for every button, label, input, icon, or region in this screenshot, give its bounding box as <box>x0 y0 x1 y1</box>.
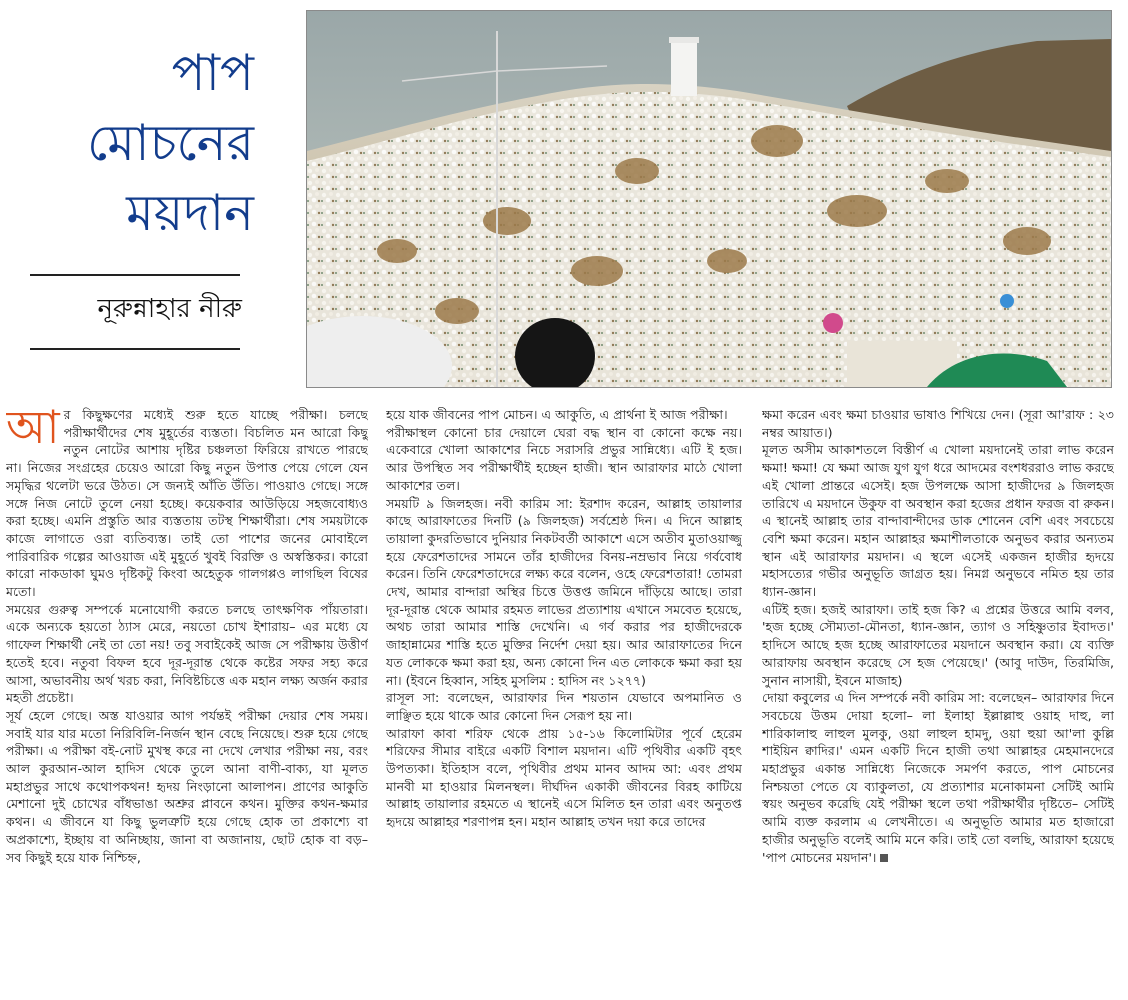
article-photo <box>306 10 1112 388</box>
paragraph-4: হয়ে যাক জীবনের পাপ মোচন। এ আকুতি, এ প্রার্থনা ই আজ পরীক্ষা। <box>386 407 728 422</box>
paragraph-1-text: র কিছুক্ষণের মধ্যেই শুরু হতে যাচ্ছে পরীক্ষা। চলছে পরীক্ষার্থীদের শেষ মুহূর্তের ব্যস্ততা। বিচলিত মন আরো কিছু নতুন নোটের আশায় দৃষ্টির চঞ্চলতা ফিরিয়ে রাখতে পারছে না। নিজের সংগ্রহের চেয়েও আরো কিছু নতুন উপাত্ত পেয়ে গেলে যেন সমৃদ্ধির থলেটা ভরে উঠত। সে জন্যই আঁতি উঁতি। পাওয়াও গেছে। সঙ্গে সঙ্গে নিজ নোটে তুলে নেয়া হচ্ছে। কয়েকবার আউড়িয়ে সহজবোধ্যও করা হচ্ছে। এমনি প্রস্তুতি আর ব্যস্ততায় তটস্থ শিক্ষার্থীরা। শেষ সময়টাকে কাজে লাগাতে ওরা ব্যতিব্যস্ত। তাই তো পাশের জনের মোবাইলে পারিবারিক গল্পের আওয়াজ এই মুহূর্তে খুবই বিরক্তি ও অস্বস্তিকর। কারো কারো নাকডাকা ঘুমও দৃষ্টিকটু কিংবা অহেতুক গালগপ্পও লাগছিল বিষের মতো। <box>6 407 368 600</box>
article-column-2 <box>386 406 742 996</box>
title-divider-top <box>30 274 240 276</box>
title-divider-bottom <box>30 348 240 350</box>
paragraph-8: আরাফা কাবা শরিফ থেকে প্রায় ১৫-১৬ কিলোমিটার পূর্বে হেরেম শরিফের সীমার বাইরে একটি বিশাল ময়দান। এটি পৃথিবীর একটি বৃহৎ উপত্যকা। ইতিহাস বলে, পৃথিবীর প্রথম মানব আদম আ: এবং প্রথম মানবী মা হাওয়ার মিলনস্থল। দীর্ঘদিন একাকী জীবনের বিরহ কাটিয়ে আল্লাহ তায়ালার রহমতে এ স্থানেই এসে মিলিত হন তারা এবং অনুতপ্ত হৃদয়ে আল্লাহর শরণাপন্ন হন। মহান আল্লাহ তখন দয়া করে তাদের <box>386 725 742 830</box>
author-byline: নূরুন্নাহার নীরু <box>97 294 242 324</box>
paragraph-5: পরীক্ষাস্থল কোনো চার দেয়ালে ঘেরা বদ্ধ স্থান বা কোনো কক্ষে নয়। একেবারে খোলা আকাশের নিচে সরাসরি প্রভুর সান্নিধ্যে। এটি ই হজ। আর উপস্থিত সব পরীক্ষার্থীই হচ্ছেন হাজী। স্থান আরাফার মাঠে খোলা আকাশের তল। <box>386 424 742 493</box>
paragraph-2: সময়ের গুরুত্ব সম্পর্কে মনোযোগী করতে চলছে তাৎক্ষণিক পাঁয়তারা। একে অন্যকে হয়তো ঠ্যাস মেরে, নয়তো চোখ ইশারায়– এর মধ্যে যে গাফেল শিক্ষার্থী নেই তা তো নয়! তবু সবাইকেই আজ সে পরীক্ষায় উত্তীর্ণ হতেই হবে। নতুবা বিফল হবে দূর-দূরান্ত থেকে কষ্টের সফর সহ্য করে আসা, অভাবনীয় অর্থ খরচ করা, নিবিষ্টচিত্তে এক মহান লক্ষ্য অর্জন করার মহতী প্রচেষ্টা। <box>6 601 368 706</box>
title-line-3: ময়দান <box>126 184 254 242</box>
title-line-1: পাপ <box>171 44 254 102</box>
crowd-on-mountain-photo <box>307 11 1111 387</box>
drop-cap: আ <box>6 406 60 454</box>
article-column-3 <box>762 406 1114 996</box>
paragraph-10: মূলত অসীম আকাশতলে বিস্তীর্ণ এ খোলা ময়দানেই তারা লাভ করেন ক্ষমা! ক্ষমা! যে ক্ষমা আজ যুগ যুগ ধরে আদমের বংশধররাও লাভ করছে এই খোলা প্রান্তরে এসেই। হজ উপলক্ষে আসা হাজীদের ৯ জিলহজ তারিখে এ ময়দানে উকুফ বা অবস্থান করা হজের প্রধান ফরজ বা রুকন। এ স্থানেই আল্লাহ তার বান্দাবান্দীদের ডাক শোনেন বেশি এবং সবচেয়ে বেশি ক্ষমা করেন। মহান আল্লাহর ক্ষমাশীলতাকে অনুভব করার অন্যতম স্থান এই আরাফার ময়দান। এ স্থলে এসেই একজন হাজীর হৃদয়ে মহাসত্যের গভীর অনুভূতি জাগ্রত হয়। নিমগ্ন অনুভবে নমিত হয় তার ধ্যান-জ্ঞান। <box>762 442 1114 600</box>
end-of-article-icon <box>880 854 888 862</box>
paragraph-6: সময়টি ৯ জিলহজ। নবী কারিম সা: ইরশাদ করেন, আল্লাহ তায়ালার কাছে আরাফাতের দিনটি (৯ জিলহজ) সর্বশ্রেষ্ঠ দিন। এ দিনে আল্লাহ তায়ালা কুদরতিভাবে দুনিয়ার নিকটবর্তী আকাশে এসে অতীব মুতাওয়াজ্জু হয়ে ফেরেশতাদের সামনে তাঁর হাজীদের বিনয়-নম্রভাব নিয়ে গর্ববোধ করেন। তিনি ফেরেশতাদেরে লক্ষ্য করে বলেন, ওহে ফেরেশতারা! তোমরা দেখ, আমার বান্দারা অস্থির চিত্তে উত্তপ্ত জমিনে দাঁড়িয়ে আছে। তারা দূর-দূরান্ত থেকে আমার রহমত লাভের প্রত্যাশায় এখানে সমবেত হয়েছে, অথচ তারা আমার শাস্তি দেখেনি। এ গর্ব করার পর হাজীদেরকে জাহান্নামের শাস্তি হতে মুক্তির নির্দেশ দেয়া হয়। আর আরাফাতের দিনে যত লোককে ক্ষমা করা হয়, অন্য কোনো দিন এত লোককে ক্ষমা করা হয় না। (ইবনে হিব্বান, সহিহ মুসলিম : হাদিস নং ১২৭৭) <box>386 495 742 688</box>
paragraph-1 <box>6 406 368 601</box>
paragraph-12-text: দোয়া কবুলের এ দিন সম্পর্কে নবী কারিম সা: বলেছেন– আরাফার দিনে সবচেয়ে উত্তম দোয়া হলো– লা ইলাহা ইল্লাল্লাহু ওয়াহ দাহু, লা শারিকালাহু লাহুল মুলকু, ওয়া লাহুল হামদু, ওয়া হুয়া আ'লা কুল্লি শাইয়িন ক্বাদির।' এমন একটি দিনে হাজী তথা আল্লাহর মেহমানদেরে মহাপ্রভুর একান্ত সান্নিধ্যে নিজেকে সমর্পণ করতে, পাপ মোচনের নিশ্চয়তা পেতে যে ব্যাকুলতা, যে প্রত্যাশার মনোকামনা সেটিই আমি স্বয়ং অনুভব করেছি যেই পরীক্ষা স্থলে তথা পরীক্ষার্থীর দৃষ্টিতে– সেটিই আমি ব্যক্ত করলাম এ লেখনীতে। এ অনুভূতি আমার মত হাজারো হাজীর অনুভূতি বলেই আমি মনে করি। তাই তো বলছি, আরাফা হয়েছে 'পাপ মোচনের ময়দান'। <box>762 690 1114 865</box>
paragraph-9: ক্ষমা করেন এবং ক্ষমা চাওয়ার ভাষাও শিখিয়ে দেন। (সূরা আ'রাফ : ২৩ নম্বর আয়াত।) <box>762 407 1114 440</box>
paragraph-11: এটিই হজ। হজই আরাফা। তাই হজ কি? এ প্রশ্নের উত্তরে আমি বলব, 'হজ হচ্ছে সৌম্যতা-মৌনতা, ধ্যান-জ্ঞান, ত্যাগ ও সহিষ্ণুতার ইবাদত।' হাদিসে আছে হজ হচ্ছে আরাফাতের ময়দানে অবস্থান করা। যে ব্যক্তি আরাফায় অবস্থান করেছে সে হজ পেয়েছে।' (আবু দাউদ, তিরমিজি, সুনান নাসায়ী, ইবনে মাজাহ) <box>762 601 1114 688</box>
paragraph-12 <box>762 689 1114 866</box>
title-line-2: মোচনের <box>87 114 254 172</box>
paragraph-7: রাসূল সা: বলেছেন, আরাফার দিন শয়তান যেভাবে অপমানিত ও লাঞ্ছিত হয়ে থাকে আর কোনো দিন সেরূপ হয় না। <box>386 690 742 723</box>
paragraph-3: সূর্য হেলে গেছে। অস্ত যাওয়ার আগ পর্যন্তই পরীক্ষা দেয়ার শেষ সময়। সবাই যার যার মতো নিরিবিলি-নির্জন স্থান বেছে নিয়েছে। শুরু হয়ে গেছে পরীক্ষা। এ পরীক্ষা বই-নোট মুখস্থ করে না দেখে লেখার পরীক্ষা নয়, বরং আল কুরআন-আল হাদিস থেকে তুলে আনা বাণী-বাক্য, যা মূলত মহাপ্রভুর সাথে কথোপকথন! হৃদয় নিংড়ানো আলাপন। প্রাণের আকুতি মেশানো দুই চোখের বাঁধভাঙা অশ্রুর প্লাবনে কথন। মুক্তির কথন-ক্ষমার কথন। এ জীবনে যা কিছু ভুলত্রুটি হয়ে গেছে হোক তা প্রকাশ্যে বা অপ্রকাশ্যে, ইচ্ছায় বা অনিচ্ছায়, জানা বা অজানায়, ছোট হোক বা বড়– সব কিছুই হয়ে যাক নিশ্চিহ্ন, <box>6 707 368 865</box>
article-column-1 <box>6 406 368 996</box>
article-title <box>28 38 254 248</box>
